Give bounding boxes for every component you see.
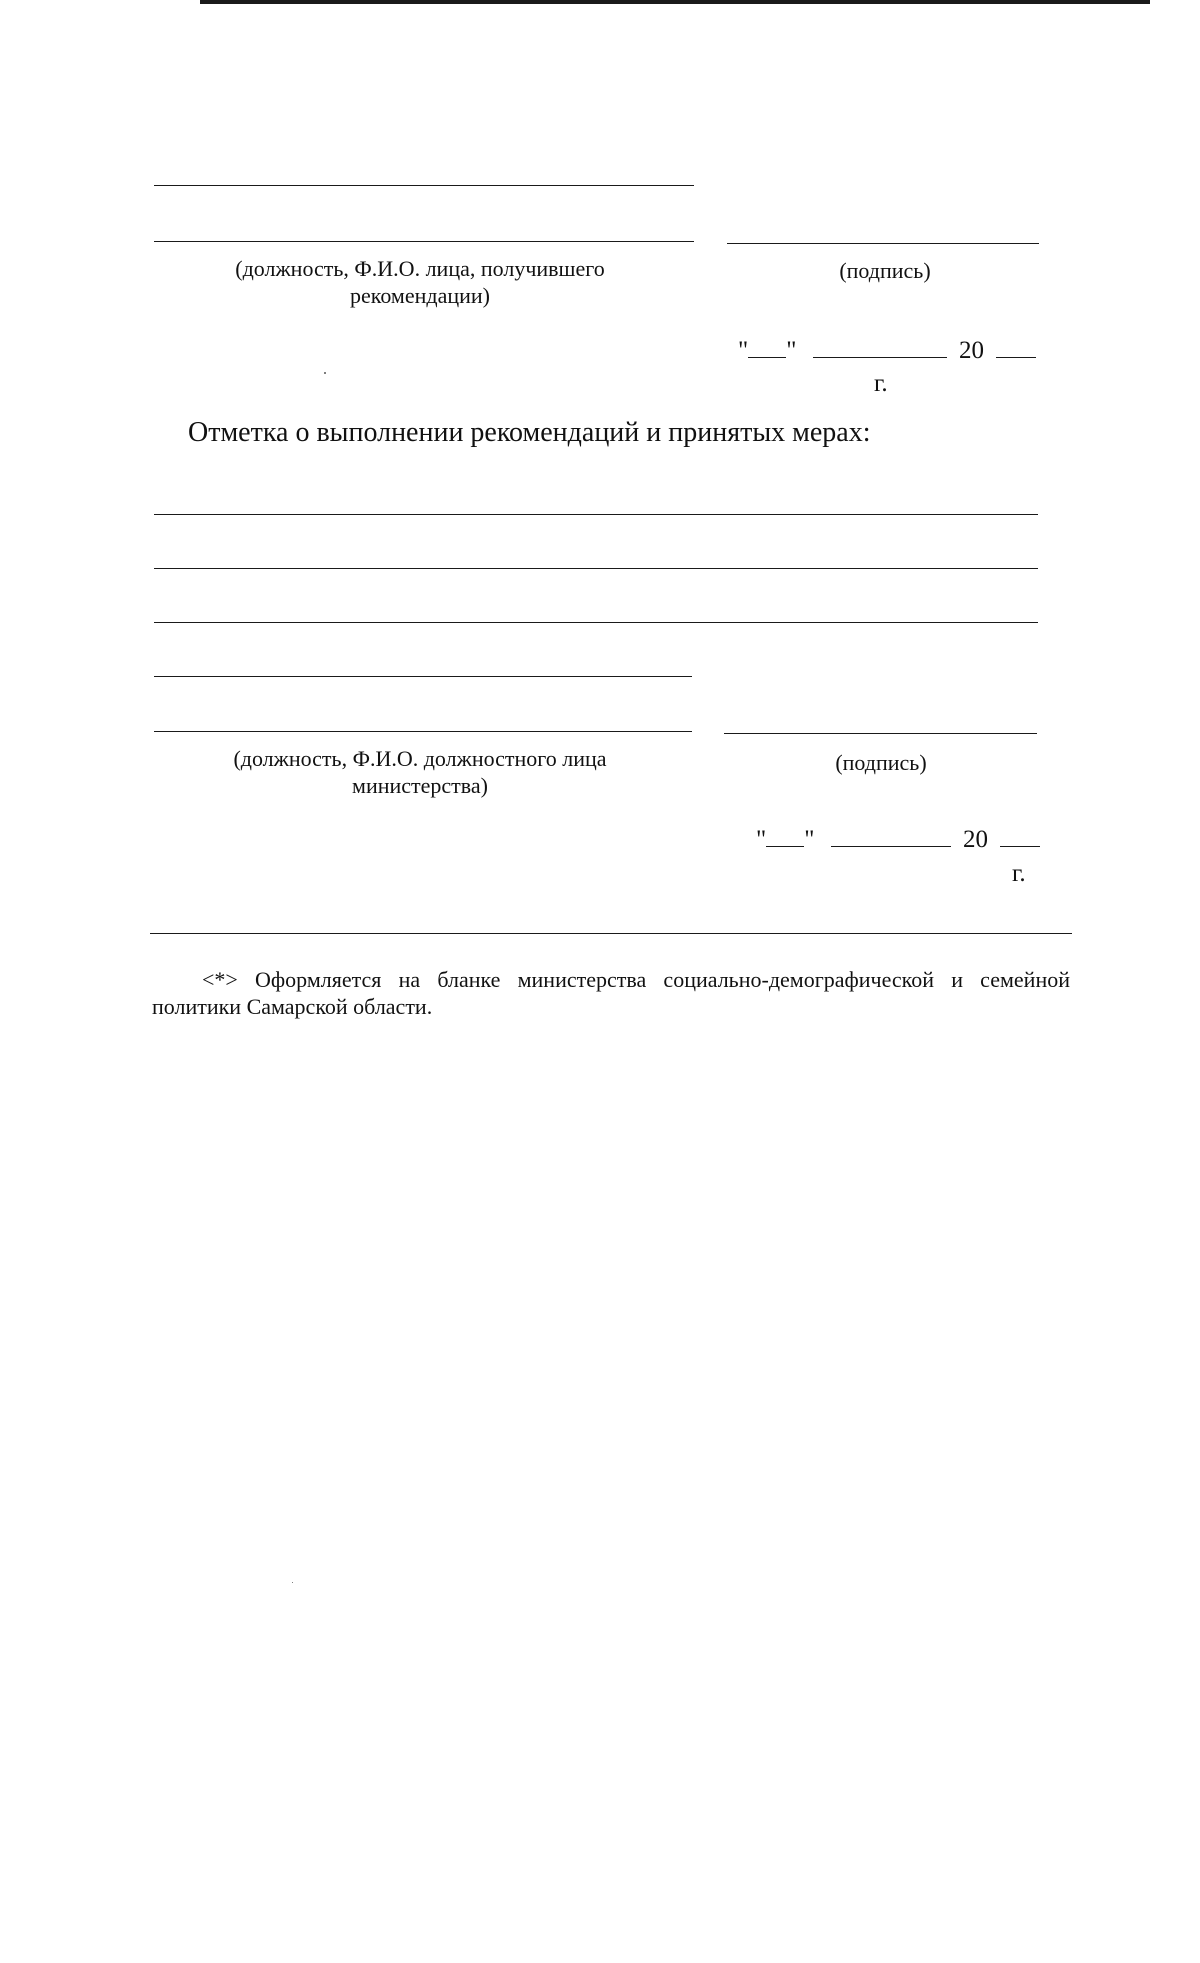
recipient-year-suffix: г. <box>874 370 888 397</box>
recipient-date <box>738 337 1036 365</box>
year-prefix: 20 <box>962 826 988 853</box>
official-position-caption: (должность, Ф.И.О. должностного лица министерства) <box>233 746 607 798</box>
recipient-position-line <box>154 241 694 242</box>
day-blank <box>766 826 804 847</box>
footnote-separator <box>150 933 1072 934</box>
date-close-quote: " <box>804 826 815 853</box>
official-position-line <box>154 731 692 732</box>
official-year-suffix: г. <box>1012 860 1026 887</box>
official-signature-caption: (подпись) <box>835 750 927 775</box>
date-open-quote: " <box>738 337 749 364</box>
day-blank <box>748 337 786 358</box>
completion-text-line-1 <box>154 514 1038 515</box>
date-open-quote: " <box>756 826 767 853</box>
scan-speck <box>324 372 326 374</box>
official-signature-line <box>724 733 1037 734</box>
recipient-signature-caption: (подпись) <box>839 258 931 283</box>
footnote-text: <*> Оформляется на бланке министерства социально-демографической и семейной политики Самарской области. <box>152 967 1070 1019</box>
scan-top-edge <box>200 0 1150 4</box>
recipient-position-caption: (должность, Ф.И.О. лица, получившего рекомендации) <box>235 256 605 308</box>
year-prefix: 20 <box>958 337 984 364</box>
month-blank <box>813 337 947 358</box>
completion-heading: Отметка о выполнении рекомендаций и принятых мерах: <box>188 417 871 448</box>
month-blank <box>831 826 951 847</box>
year-blank <box>996 337 1036 358</box>
scan-speck <box>292 1582 293 1583</box>
completion-blank-line-4 <box>154 676 692 677</box>
completion-text-line-2 <box>154 568 1038 569</box>
recipient-signature-line <box>727 243 1039 244</box>
date-close-quote: " <box>786 337 797 364</box>
recipient-blank-line-1 <box>154 185 694 186</box>
year-blank <box>1000 826 1040 847</box>
official-date <box>756 826 1040 854</box>
completion-text-line-3 <box>154 622 1038 623</box>
